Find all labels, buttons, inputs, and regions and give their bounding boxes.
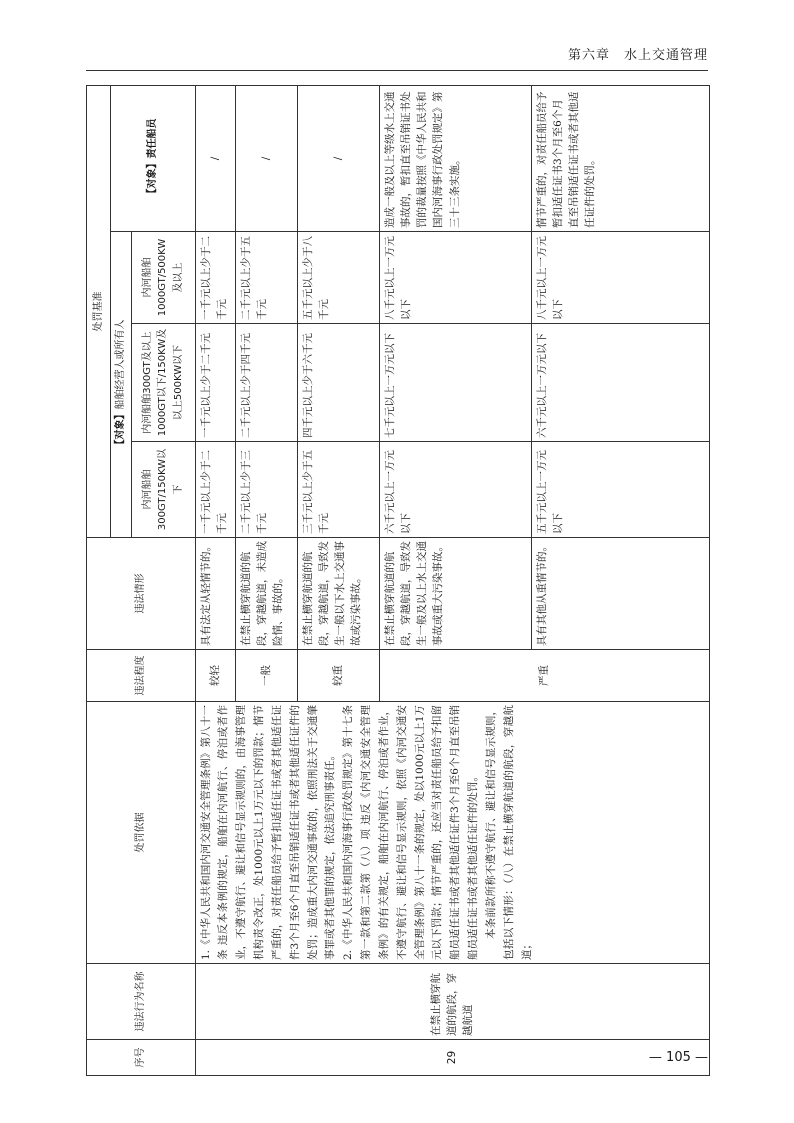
header-rule bbox=[86, 70, 708, 71]
cell-fine-medium: 四千元以上少于六千元 bbox=[297, 324, 379, 442]
cell-degree: 较重 bbox=[297, 650, 379, 702]
cell-circumstance: 在禁止横穿航道的航段，穿越航道，导致发生一般以下水上交通事故或污染事故。 bbox=[297, 538, 379, 650]
basis-paragraph-3: 本条前款所称不遵守航行、避让和信号显示规则，包括以下情形：（八）在禁止横穿航道的航段，穿越航道； bbox=[485, 705, 533, 960]
cell-circumstance: 具有法定从轻情节的。 bbox=[195, 538, 235, 650]
header-col-small: 内河船舶300GT/150KW以下 bbox=[131, 442, 195, 538]
cell-fine-small: 六千元以上一万元以下 bbox=[379, 442, 531, 538]
penalty-standard-table bbox=[86, 85, 710, 1076]
responsible-rest: 责任船员 bbox=[147, 118, 158, 159]
cell-responsible: 造成一般及以上等级水上交通事故的，暂扣直至吊销证书处罚的裁量按照《中华人民共和国内河海事行政处罚规定》第三十三条实施。 bbox=[379, 86, 531, 232]
running-head-chapter-title: 第六章 水上交通管理 bbox=[567, 48, 708, 63]
rotated-table-container bbox=[86, 86, 708, 1076]
header-circumstance: 违法情形 bbox=[87, 538, 196, 650]
cell-responsible: 情节严重的，对责任船员给予暂扣适任证书3个月至6个月直至吊销适任证书或者其他适任证件的处罚。 bbox=[531, 86, 709, 232]
cell-responsible: / bbox=[235, 86, 297, 232]
cell-fine-large: 八千元以上一万元以下 bbox=[379, 232, 531, 324]
cell-degree: 一般 bbox=[235, 650, 297, 702]
cell-fine-small: 一千元以上少于二千元 bbox=[195, 442, 235, 538]
cell-fine-medium: 六千元以上一万元以下 bbox=[531, 324, 709, 442]
cell-responsible: / bbox=[195, 86, 235, 232]
header-basis: 处罚依据 bbox=[87, 702, 196, 964]
header-row-1 bbox=[87, 86, 111, 1076]
cell-circumstance: 在禁止横穿航道的航段，穿越航道，未造成险情、事故的。 bbox=[235, 538, 297, 650]
cell-fine-small: 五千元以上一万元以下 bbox=[531, 442, 709, 538]
header-seq: 序号 bbox=[87, 1040, 196, 1076]
cell-degree: 严重 bbox=[379, 650, 709, 702]
cell-violation-name: 在禁止横穿航道的航段，穿越航道 bbox=[195, 964, 709, 1040]
header-col-medium: 内河船舶300GT及以上1000GT以下/150KW及以上500KW以下 bbox=[131, 324, 195, 442]
header-responsible bbox=[111, 86, 196, 232]
basis-paragraph-2: 2.《中华人民共和国内河海事行政处罚规定》第十七条第一款和第二款第（八）项 违反《内河交通安全管理条例》的有关规定，船舶在内河航行、停泊或者作业，不遵守航行、避让和信号显示规则，依照《内河交通安全管理条例》第八十一条的规定，处以1000元以上1万元以下罚款；情节严重的，还应当对责任船员给予扣留船员适任证书或者其他适任证件3个月至6个月直至吊销船员适任证书或者其他适任证件的处罚。 bbox=[342, 705, 480, 960]
cell-degree: 较轻 bbox=[195, 650, 235, 702]
responsible-prefix: 【对象】 bbox=[147, 158, 158, 199]
header-col-large: 内河船舶1000GT/500KW及以上 bbox=[131, 232, 195, 324]
cell-fine-medium: 一千元以上少于二千元 bbox=[195, 324, 235, 442]
header-owner-group bbox=[111, 232, 132, 538]
cell-fine-medium: 七千元以上一万元以下 bbox=[379, 324, 531, 442]
header-standard: 处罚基准 bbox=[87, 86, 111, 538]
owner-group-prefix: 【对象】 bbox=[115, 409, 126, 450]
cell-fine-large: 二千元以上少于五千元 bbox=[235, 232, 297, 324]
cell-seq: 29 bbox=[195, 1040, 709, 1076]
cell-fine-large: 八千元以上一万元以下 bbox=[531, 232, 709, 324]
cell-fine-large: 一千元以上少于二千元 bbox=[195, 232, 235, 324]
cell-circumstance: 具有其他从重情节的。 bbox=[531, 538, 709, 650]
cell-circumstance: 在禁止横穿航道的航段，穿越航道，导致发生一般及以上水上交通事故或重大污染事故。 bbox=[379, 538, 531, 650]
cell-responsible: / bbox=[297, 86, 379, 232]
cell-basis bbox=[195, 702, 709, 964]
table-row-lighter bbox=[195, 86, 235, 1076]
cell-fine-small: 三千元以上少于五千元 bbox=[297, 442, 379, 538]
cell-fine-medium: 二千元以上少于四千元 bbox=[235, 324, 297, 442]
header-degree: 违法程度 bbox=[87, 650, 196, 702]
cell-fine-large: 五千元以上少于八千元 bbox=[297, 232, 379, 324]
cell-fine-small: 二千元以上少于三千元 bbox=[235, 442, 297, 538]
header-violation-name: 违法行为名称 bbox=[87, 964, 196, 1040]
page-number: — 105 — bbox=[648, 1050, 708, 1065]
basis-paragraph-1: 1.《中华人民共和国内河交通安全管理条例》第八十一条 违反本条例的规定，船舶在内河航行、停泊或者作业，不遵守航行、避让和信号显示规则的，由海事管理机构责令改正，处1000元以上1万元以下的罚款；情节严重的，对责任船员给予暂扣适任证书或者其他适任证件3个月至6个月直至吊销适任证书或者其他适任证件的处罚；造成重大内河交通事故的，依照刑法关于交通肇事罪或者其他罪的规定，依法追究刑事责任。 bbox=[199, 705, 337, 960]
owner-group-rest: 船舶经营人或所有人 bbox=[115, 319, 126, 410]
